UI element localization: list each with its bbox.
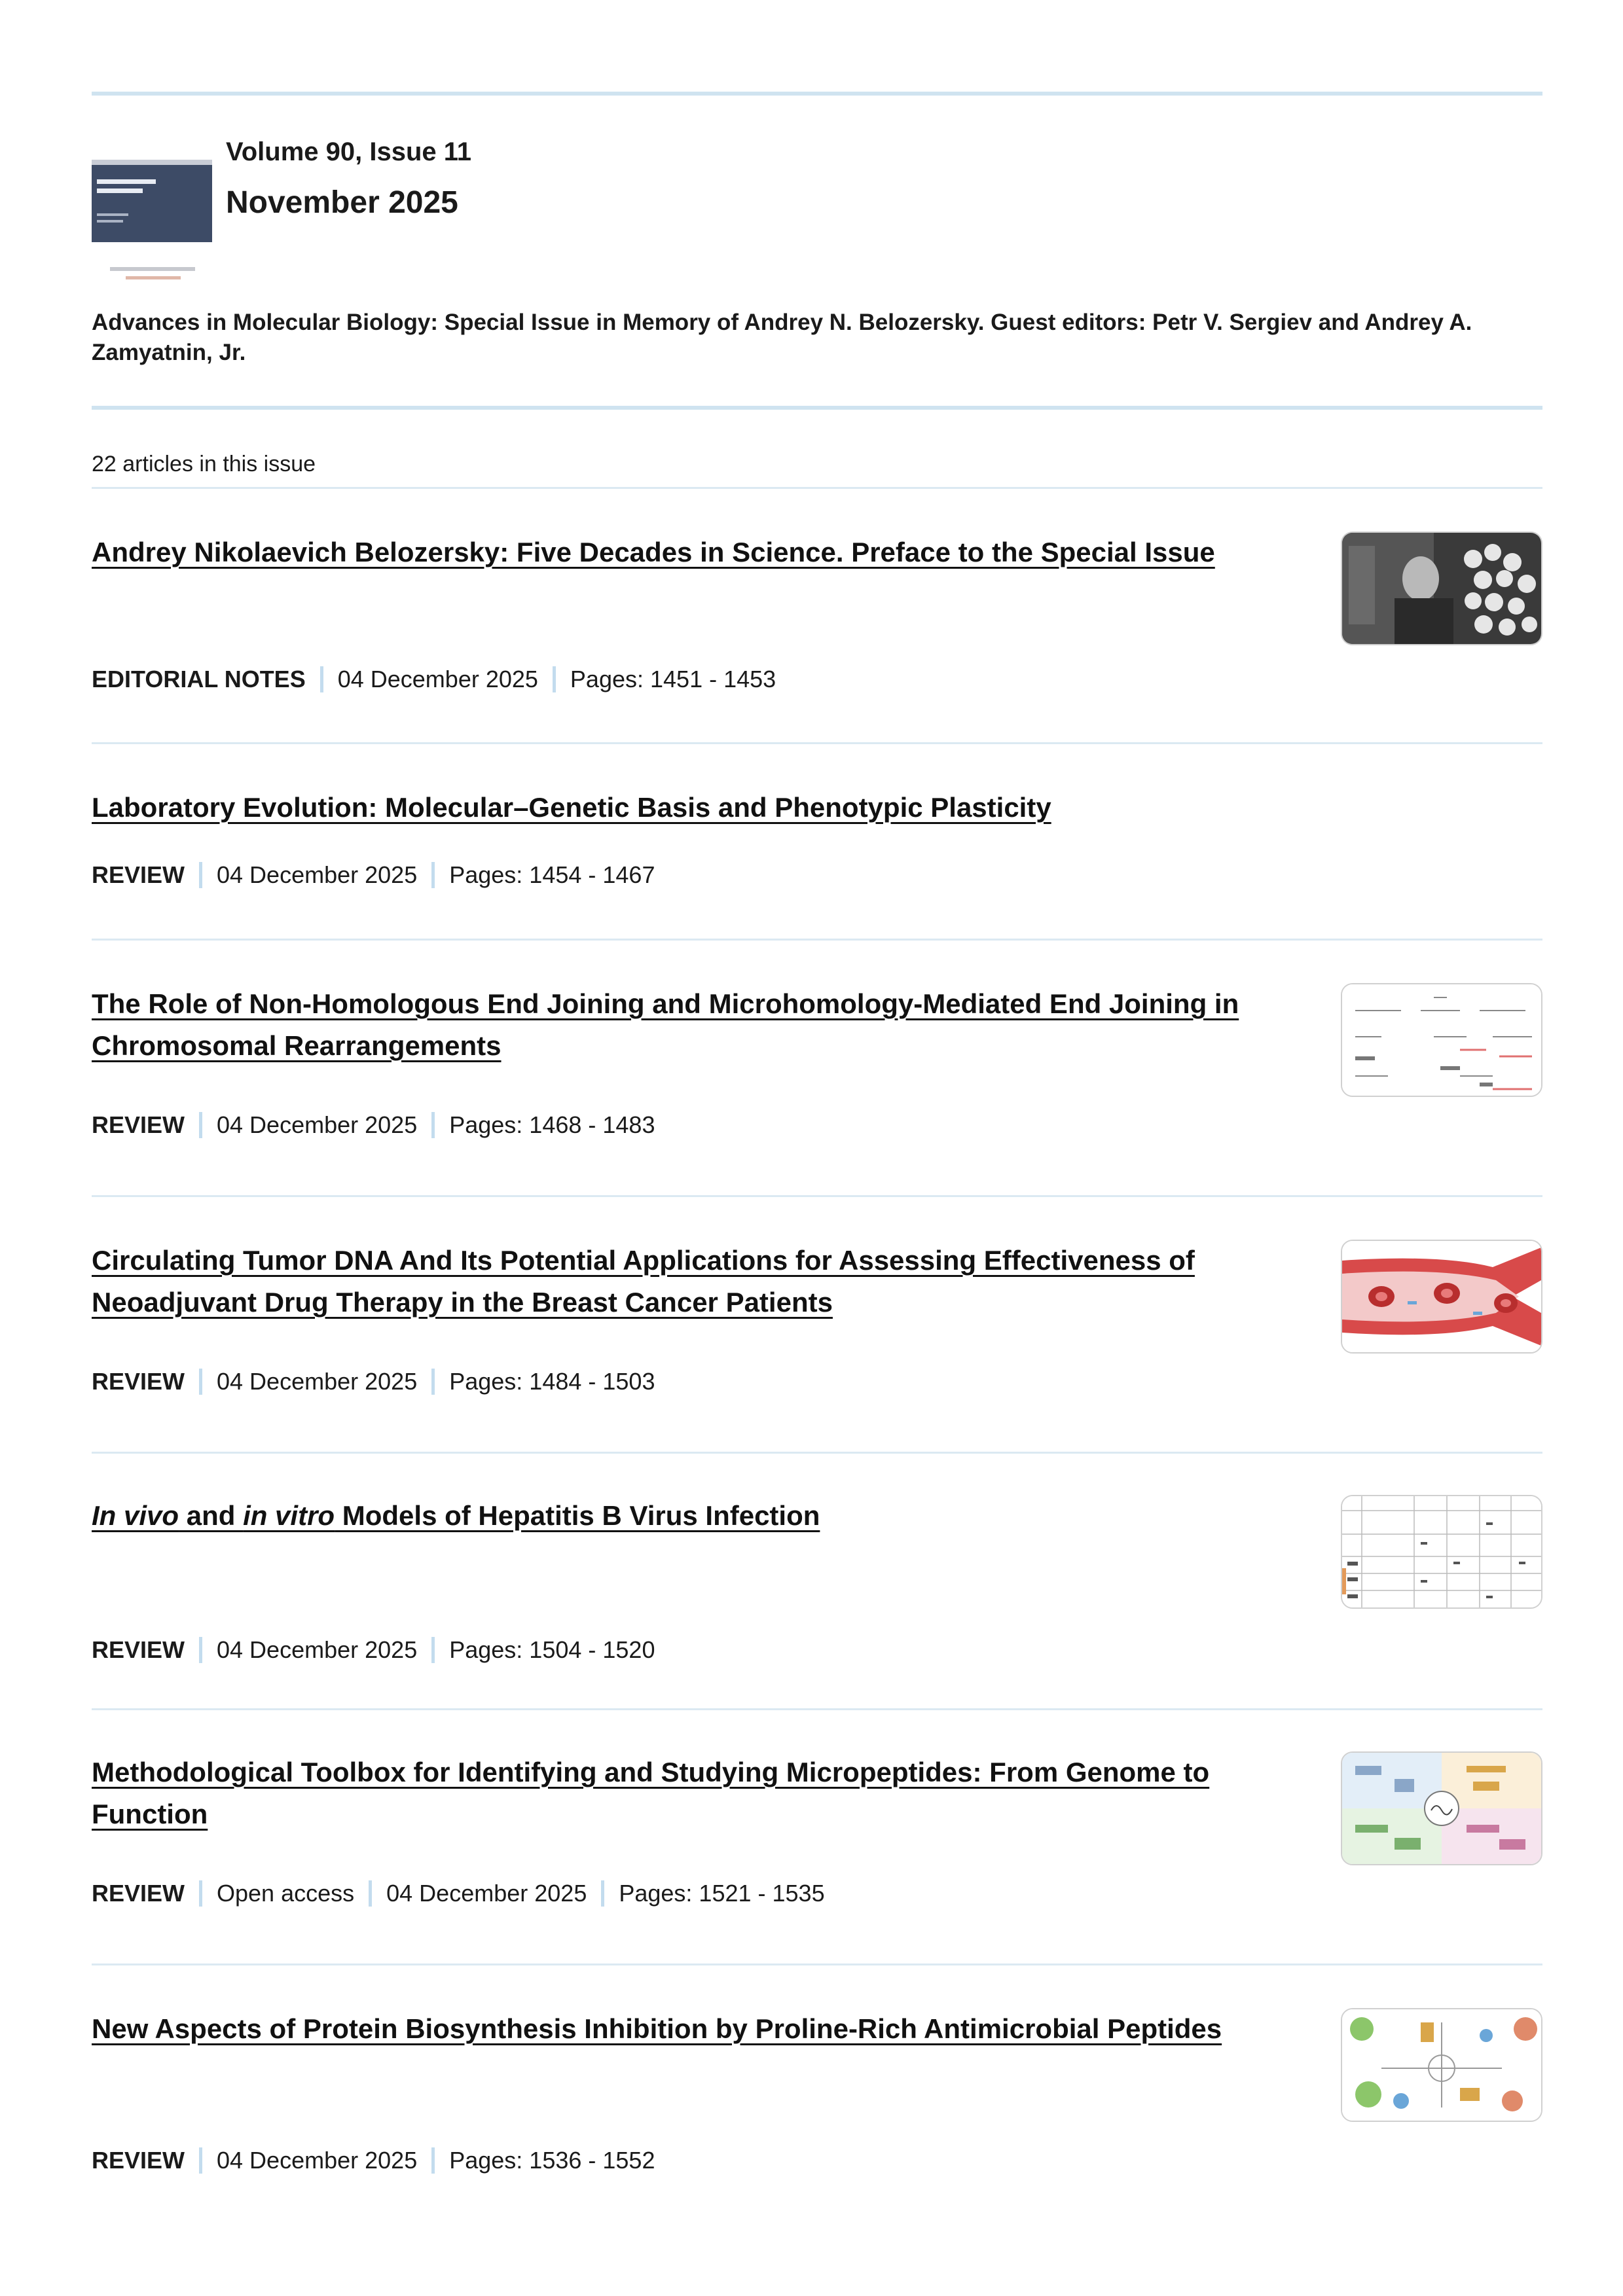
article-meta bbox=[92, 1880, 825, 1907]
article-type: REVIEW bbox=[92, 1111, 185, 1138]
article-type: EDITORIAL NOTES bbox=[92, 666, 306, 692]
page-range: Pages: 1536 - 1552 bbox=[449, 2147, 655, 2174]
article-meta bbox=[92, 861, 655, 889]
portrait-photo-thumbnail[interactable] bbox=[1341, 531, 1542, 645]
article-title-link[interactable]: Circulating Tumor DNA And Its Potential Applications for Assessing Effectiveness of Neoadjuvant Drug Therapy in the Breast Cancer Patients bbox=[92, 1245, 1195, 1318]
publication-date: 04 December 2025 bbox=[337, 666, 538, 692]
article-meta bbox=[92, 1368, 655, 1395]
publication-date: 04 December 2025 bbox=[217, 1111, 418, 1138]
amp-mechanism-thumbnail[interactable] bbox=[1341, 2008, 1542, 2122]
article-meta bbox=[92, 666, 776, 693]
article-type: REVIEW bbox=[92, 1636, 185, 1663]
article-divider bbox=[92, 1964, 1542, 1965]
page-range: Pages: 1468 - 1483 bbox=[449, 1111, 655, 1138]
page-range: Pages: 1454 - 1467 bbox=[449, 861, 655, 888]
article-type: REVIEW bbox=[92, 2147, 185, 2174]
page-range: Pages: 1451 - 1453 bbox=[570, 666, 776, 692]
cover-jacket bbox=[92, 160, 212, 242]
top-divider bbox=[92, 92, 1542, 96]
article-title bbox=[92, 1240, 1290, 1323]
article-title-link[interactable]: Andrey Nikolaevich Belozersky: Five Decades in Science. Preface to the Special Issue bbox=[92, 537, 1215, 567]
article-type: REVIEW bbox=[92, 861, 185, 888]
publication-date: 04 December 2025 bbox=[217, 2147, 418, 2174]
article-title-link[interactable]: Methodological Toolbox for Identifying and Studying Micropeptides: From Genome to Function bbox=[92, 1757, 1210, 1829]
article-count: 22 articles in this issue bbox=[92, 452, 316, 476]
issue-date: November 2025 bbox=[226, 185, 458, 220]
publication-date: 04 December 2025 bbox=[386, 1880, 587, 1907]
page-range: Pages: 1521 - 1535 bbox=[619, 1880, 825, 1907]
article-divider bbox=[92, 1708, 1542, 1710]
list-divider bbox=[92, 487, 1542, 489]
issue-volume: Volume 90, Issue 11 bbox=[226, 137, 472, 166]
dsb-repair-diagram-thumbnail[interactable] bbox=[1341, 983, 1542, 1097]
article-title bbox=[92, 1751, 1290, 1835]
page-range: Pages: 1504 - 1520 bbox=[449, 1636, 655, 1663]
article-type: REVIEW bbox=[92, 1880, 185, 1907]
comparison-table-thumbnail[interactable] bbox=[1341, 1495, 1542, 1609]
article-title bbox=[92, 531, 1290, 573]
publication-date: 04 December 2025 bbox=[217, 1636, 418, 1663]
article-type: REVIEW bbox=[92, 1368, 185, 1395]
methods-overview-thumbnail[interactable] bbox=[1341, 1751, 1542, 1865]
article-divider bbox=[92, 1452, 1542, 1454]
article-divider bbox=[92, 939, 1542, 941]
article-divider bbox=[92, 1195, 1542, 1197]
publisher-logo bbox=[110, 267, 195, 271]
article-title-link[interactable]: The Role of Non-Homologous End Joining and Microhomology-Mediated End Joining in Chromosomal Rearrangements bbox=[92, 988, 1239, 1061]
issue-description: Advances in Molecular Biology: Special Issue in Memory of Andrey N. Belozersky. Guest editors: Petr V. Sergiev and Andrey A. Zamyatnin, Jr. bbox=[92, 310, 1472, 365]
article-title bbox=[92, 787, 1290, 829]
article-meta bbox=[92, 2147, 655, 2174]
publication-date: 04 December 2025 bbox=[217, 861, 418, 888]
article-title bbox=[92, 983, 1290, 1067]
blood-vessel-thumbnail[interactable] bbox=[1341, 1240, 1542, 1354]
article-title bbox=[92, 1495, 1290, 1537]
article-title-link[interactable]: New Aspects of Protein Biosynthesis Inhibition by Proline-Rich Antimicrobial Peptides bbox=[92, 2013, 1222, 2044]
journal-cover-image[interactable] bbox=[92, 160, 212, 291]
article-title-link[interactable]: In vivo and in vitro Models of Hepatitis B Virus Infection bbox=[92, 1500, 820, 1531]
article-meta bbox=[92, 1636, 655, 1664]
header-divider bbox=[92, 406, 1542, 410]
page-range: Pages: 1484 - 1503 bbox=[449, 1368, 655, 1395]
article-title-link[interactable]: Laboratory Evolution: Molecular–Genetic Basis and Phenotypic Plasticity bbox=[92, 792, 1051, 823]
article-title bbox=[92, 2008, 1290, 2050]
article-divider bbox=[92, 742, 1542, 744]
article-meta bbox=[92, 1111, 655, 1139]
publication-date: 04 December 2025 bbox=[217, 1368, 418, 1395]
open-access-label: Open access bbox=[217, 1880, 355, 1907]
